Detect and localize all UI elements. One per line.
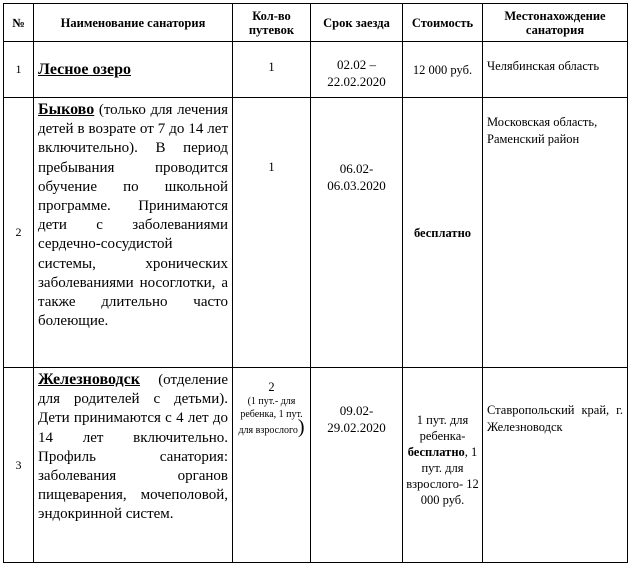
table-row: [4, 368, 628, 563]
header-row: [4, 4, 628, 42]
row-name: [34, 368, 233, 563]
table-row: [4, 98, 628, 368]
sanatorium-table: [3, 3, 628, 563]
row-num: 1: [4, 42, 34, 98]
row-location: Ставропольский край, г. Железноводск: [483, 368, 628, 563]
sanatorium-title: Быково: [38, 101, 95, 118]
header-name: Наименование санатория: [34, 4, 233, 42]
row-location: Московская область, Раменский район: [483, 98, 628, 368]
sanatorium-title: Лесное озеро: [38, 61, 131, 79]
sanatorium-description: (отделение для родителей с детьми). Дети принимаются с 4 лет до 14 лет включительно. Профиль санатория: заболевания органов пищеварения, мочеполовой, эндокринной систем.: [38, 372, 228, 523]
sanatorium-description: (только для лечения детей в возрате от 7 до 14 лет включительно). В период пребывания проводится обучение по школьной программе. Принимаются дети с заболеваниями сердечно-сосудистой системы, хронических заболеваниями носоглотки, а также длительно часто болеющие.: [38, 102, 228, 330]
row-location: Челябинская область: [483, 42, 628, 98]
row-cost: 12 000 руб.: [403, 42, 483, 98]
row-count: [233, 368, 311, 563]
row-dates: 06.02- 06.03.2020: [311, 98, 403, 368]
row-name: [34, 98, 233, 368]
header-num: №: [4, 4, 34, 42]
header-count: Кол-во путевок: [233, 4, 311, 42]
row-count: 1: [233, 98, 311, 368]
row-cost: 1 пут. для ребенка-бесплатно, 1 пут. для взрослого- 12 000 руб.: [403, 368, 483, 563]
row-count: 1: [233, 42, 311, 98]
count-value: 2: [268, 380, 275, 394]
row-num: 3: [4, 368, 34, 563]
header-dates: Срок заезда: [311, 4, 403, 42]
row-num: 2: [4, 98, 34, 368]
table-row: [4, 42, 628, 98]
row-cost: бесплатно: [403, 98, 483, 368]
row-dates: 02.02 – 22.02.2020: [311, 42, 403, 98]
count-note: (1 пут.- для ребенка, 1 пут. для взрослого): [238, 396, 305, 438]
header-cost: Стоимость: [403, 4, 483, 42]
count-note-paren: ): [297, 416, 305, 438]
header-location: Местонахождение санатория: [483, 4, 628, 42]
sanatorium-title: Железноводск: [38, 371, 140, 388]
row-name: [34, 42, 233, 98]
cost-free: бесплатно: [407, 445, 465, 459]
row-dates: 09.02- 29.02.2020: [311, 368, 403, 563]
